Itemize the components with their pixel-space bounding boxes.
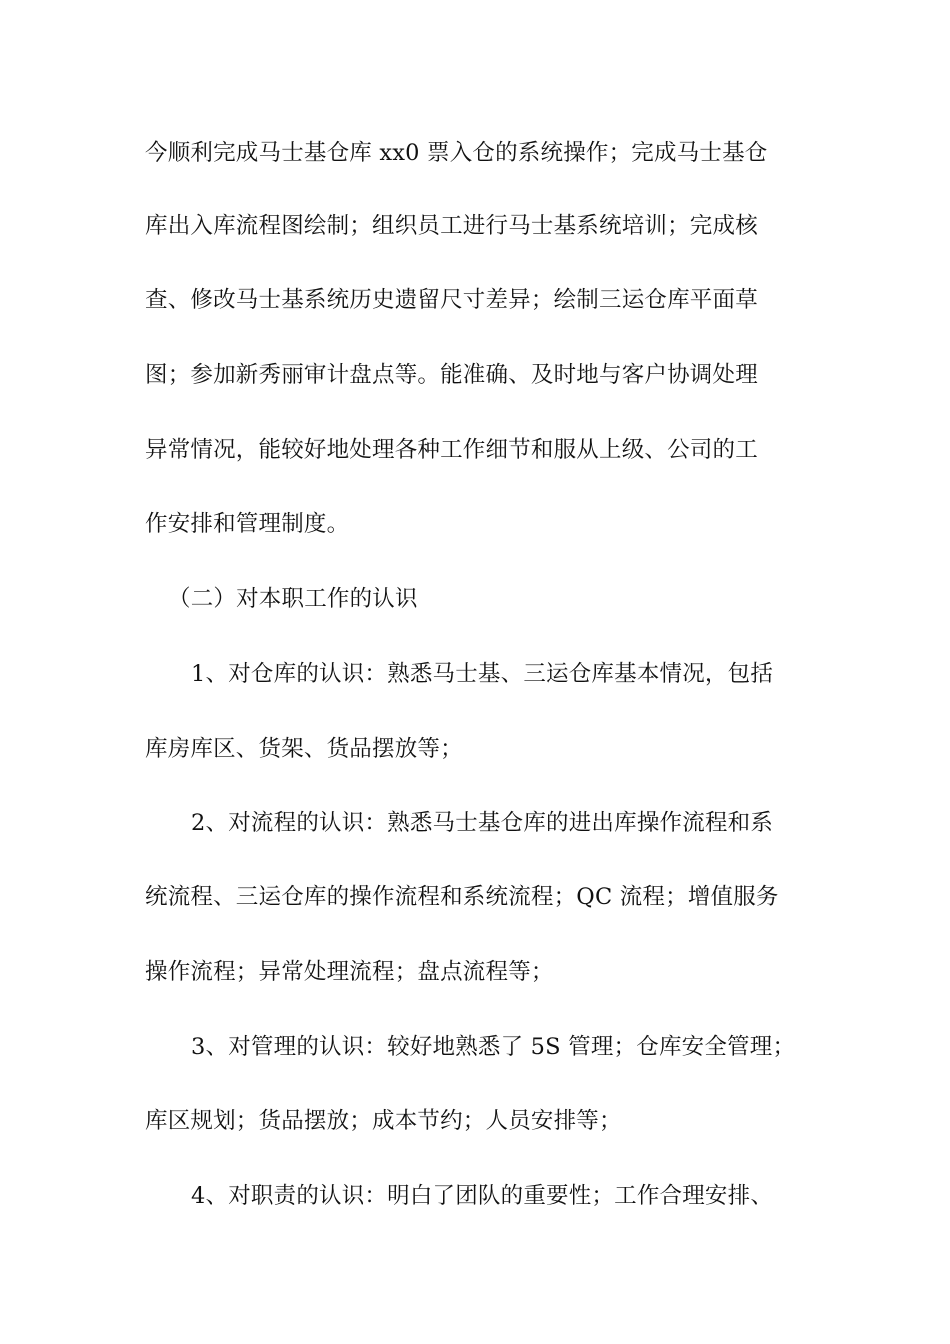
- body-text-line: 库出入库流程图绘制；组织员工进行马士基系统培训；完成核: [145, 213, 758, 239]
- list-item-responsibility: 4、对职责的认识：明白了团队的重要性；工作合理安排、: [191, 1183, 774, 1209]
- body-text-line: 统流程、三运仓库的操作流程和系统流程；QC 流程；增值服务: [145, 884, 779, 910]
- body-text-line: 查、修改马士基系统历史遗留尺寸差异；绘制三运仓库平面草: [145, 287, 758, 313]
- list-item-management: 3、对管理的认识：较好地熟悉了 5S 管理；仓库安全管理；: [191, 1034, 796, 1060]
- body-text-line: 库房库区、货架、货品摆放等；: [145, 736, 463, 762]
- body-text-line: 操作流程；异常处理流程；盘点流程等；: [145, 959, 554, 985]
- body-text-line: 今顺利完成马士基仓库 xx0 票入仓的系统操作；完成马士基仓: [145, 140, 768, 166]
- body-text-line: 作安排和管理制度。: [145, 511, 350, 537]
- section-heading: （二）对本职工作的认识: [168, 586, 418, 612]
- list-item-process: 2、对流程的认识：熟悉马士基仓库的进出库操作流程和系: [191, 810, 774, 836]
- body-text-line: 图；参加新秀丽审计盘点等。能准确、及时地与客户协调处理: [145, 362, 758, 388]
- body-text-line: 异常情况，能较好地处理各种工作细节和服从上级、公司的工: [145, 437, 758, 463]
- list-item-warehouse: 1、对仓库的认识：熟悉马士基、三运仓库基本情况，包括: [191, 661, 774, 687]
- body-text-line: 库区规划；货品摆放；成本节约；人员安排等；: [145, 1108, 622, 1134]
